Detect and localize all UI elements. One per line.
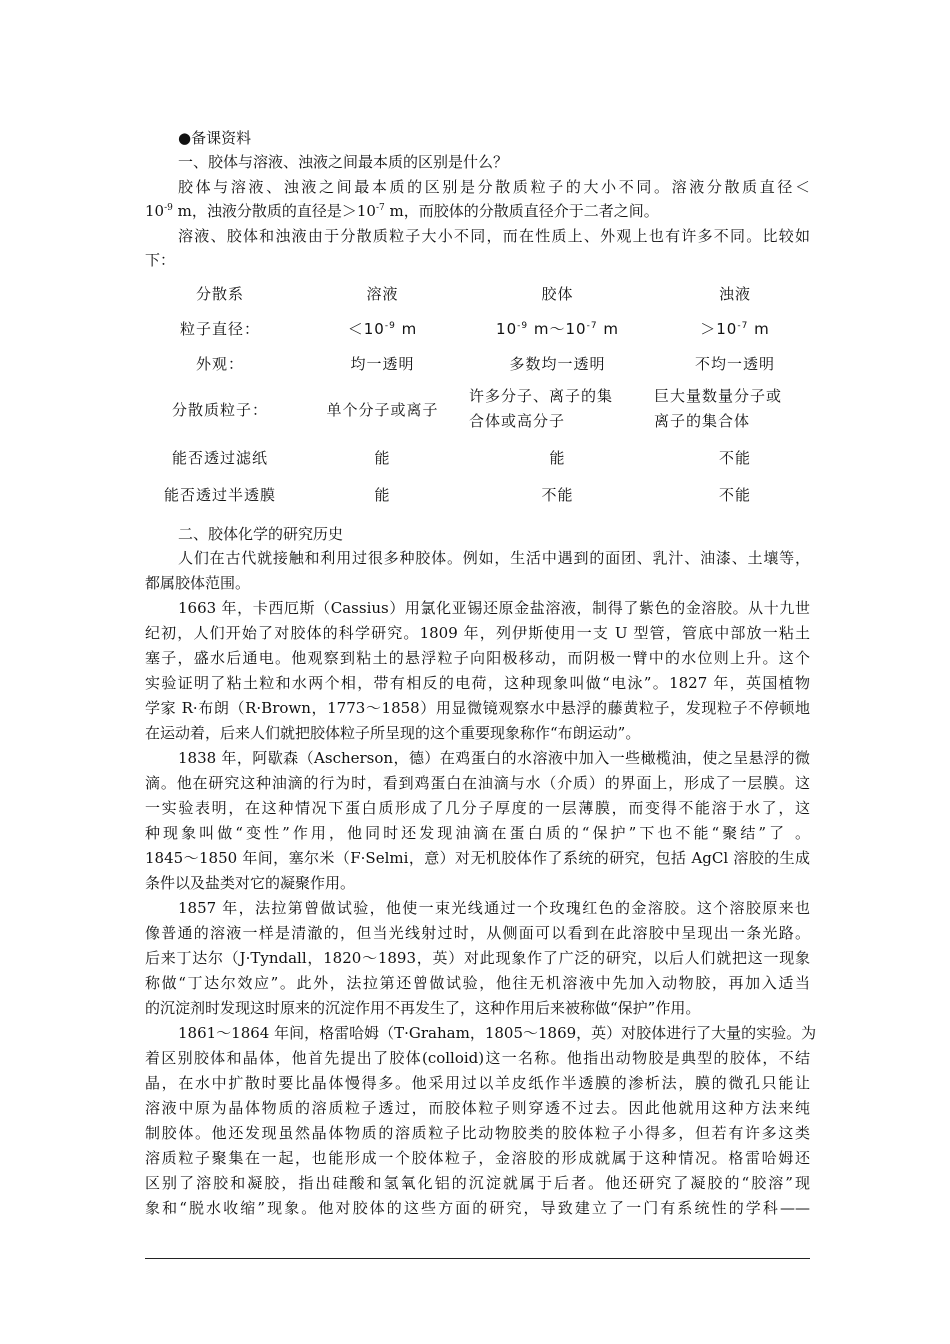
paragraph-line: 1838 年，阿歇森（Ascherson，德）在鸡蛋白的水溶液中加入一些橄榄油，使之呈悬浮的微	[178, 749, 810, 767]
table-cell: 许多分子、离子的集 合体或高分子	[469, 387, 614, 430]
paragraph-line: 着区别胶体和晶体，他首先提出了胶体(colloid)这一名称。他指出动物胶是典型的胶体，不结	[145, 1049, 810, 1067]
paragraph-line: 后来丁达尔（J·Tyndall，1820～1893，英）对此现象作了广泛的研究，以后人们就把这一现象	[145, 949, 810, 967]
paragraph-line: 区别了溶胶和凝胶，指出硅酸和氢氧化铝的沉淀就属于后者。他还研究了凝胶的“胶溶”现	[145, 1174, 810, 1192]
paragraph-line: 制胶体。他还发现虽然晶体物质的溶质粒子比动物胶类的胶体粒子小得多，但若有许多这类	[145, 1124, 810, 1142]
paragraph-line: 溶液中原为晶体物质的溶质粒子透过，而胶体粒子则穿透不过去。因此他就用这种方法来纯	[145, 1099, 810, 1117]
table-cell: 不均一透明	[694, 354, 775, 373]
table-row	[140, 310, 820, 346]
paragraph-line: 象和“脱水收缩”现象。他对胶体的这些方面的研究，导致建立了一门有系统性的学科——	[145, 1199, 810, 1217]
paragraph-line: 的沉淀剂时发现这时原来的沉淀作用不再发生了，这种作用后来被称做“保护”作用。	[145, 999, 701, 1017]
table-row	[140, 346, 820, 380]
table-cell: 均一透明	[350, 354, 415, 373]
paragraph-line: $10^{-9}$ m，浊液分散质的直径是$>10^{-7}$ m，而胶体的分散质直径介于二者之间。	[145, 202, 659, 220]
paragraph-line: 一实验表明，在这种情况下蛋白质形成了几分子厚度的一层薄膜，而变得不能溶于水了，这	[145, 799, 810, 817]
paragraph-line: 称做“丁达尔效应”。此外，法拉第还曾做试验，他往无机溶液中先加入动物胶，再加入适当	[145, 974, 810, 992]
paragraph-line: 胶体与溶液、浊液之间最本质的区别是分散质粒子的大小不同。溶液分散质直径＜	[178, 178, 810, 196]
table-header-row	[140, 276, 820, 310]
paragraph-line: 晶，在水中扩散时要比晶体慢得多。他采用过以羊皮纸作半透膜的渗析法，膜的微孔只能让	[145, 1074, 810, 1092]
paragraph-line: 下：	[145, 251, 176, 269]
paragraph-line: 实验证明了粘土粒和水两个相，带有相反的电荷，这种现象叫做“电泳”。1827 年，英国植物	[145, 674, 810, 692]
paragraph-line: 塞子，盛水后通电。他观察到粘土的悬浮粒子向阳极移动，而阴极一臂中的水位则上升。这个	[145, 649, 810, 667]
paragraph-line: 人们在古代就接触和利用过很多种胶体。例如，生活中遇到的面团、乳汁、油漆、土壤等，	[178, 549, 810, 567]
paragraph-line: 条件以及盐类对它的凝聚作用。	[145, 874, 356, 892]
table-cell: $>10^{-7}$ m	[700, 319, 770, 338]
paragraph-line: 1845～1850 年间，塞尔米（F·Selmi，意）对无机胶体作了系统的研究，包括 AgCl 溶胶的生成	[145, 849, 810, 867]
table-cell: 巨大量数量分子或 离子的集合体	[654, 387, 783, 430]
section-bullet-heading: ●备课资料	[178, 129, 252, 147]
table-header-cell: 分散系	[195, 284, 244, 303]
row-label: 分散质粒子：	[171, 400, 268, 419]
table-row	[140, 438, 820, 476]
table-cell: 能	[549, 448, 566, 467]
table-cell: 不能	[718, 485, 751, 504]
table-row	[140, 476, 820, 512]
section2-title: 二、胶体化学的研究历史	[178, 525, 344, 543]
row-label: 外观：	[195, 354, 244, 373]
table-header-cell: 胶体	[541, 284, 574, 303]
paragraph-line: 1663 年，卡西厄斯（Cassius）用氯化亚锡还原金盐溶液，制得了紫色的金溶胶。从十九世	[178, 599, 810, 617]
paragraph-line: 在运动着，后来人们就把胶体粒子所呈现的这个重要现象称作“布朗运动”。	[145, 724, 641, 742]
table-cell: 能	[374, 485, 391, 504]
paragraph-line: 溶质粒子聚集在一起，也能形成一个胶体粒子，金溶胶的形成就属于这种情况。格雷哈姆还	[145, 1149, 810, 1167]
paragraph-line: 1861～1864 年间，格雷哈姆（T·Graham，1805～1869，英）对胶体进行了大量的实验。为	[178, 1024, 817, 1042]
row-label: 能否透过半透膜	[163, 485, 276, 504]
table-cell: $<10^{-9}$ m	[347, 319, 418, 338]
table-cell: 不能	[718, 448, 751, 467]
paragraph-line: 1857 年，法拉第曾做试验，他使一束光线通过一个玫瑰红色的金溶胶。这个溶胶原来也	[178, 899, 810, 917]
table-cell: 单个分子或离子	[326, 400, 439, 419]
table-cell: 不能	[541, 485, 574, 504]
table-cell: $10^{-9}$ $m\sim 10^{-7}$ m	[496, 319, 619, 338]
table-header-cell: 溶液	[366, 284, 399, 303]
table-cell: 多数均一透明	[509, 354, 606, 373]
paragraph-line: 滴。他在研究这种油滴的行为时，看到鸡蛋白在油滴与水（介质）的界面上，形成了一层膜。这	[145, 774, 810, 792]
paragraph-line: 溶液、胶体和浊液由于分散质粒子大小不同，而在性质上、外观上也有许多不同。比较如	[178, 227, 810, 245]
row-label: 粒子直径：	[179, 319, 260, 338]
comparison-table	[140, 276, 820, 512]
paragraph-line: 像普通的溶液一样是清澈的，但当光线射过时，从侧面可以看到在此溶胶中呈现出一条光路。	[145, 924, 810, 942]
paragraph-line: 纪初，人们开始了对胶体的科学研究。1809 年，列伊斯使用一支 U 型管，管底中部放一粘土	[145, 624, 810, 642]
paragraph-line: 都属胶体范围。	[145, 574, 251, 592]
table-header-cell: 浊液	[718, 284, 751, 303]
table-row	[140, 380, 820, 438]
paragraph-line: 种现象叫做“变性”作用，他同时还发现油滴在蛋白质的“保护”下也不能“聚结”了 。	[145, 824, 810, 842]
row-label: 能否透过滤纸	[171, 448, 268, 467]
footer-divider	[145, 1258, 810, 1259]
section1-title: 一、胶体与溶液、浊液之间最本质的区别是什么？	[178, 153, 509, 171]
paragraph-line: 学家 R·布朗（R·Brown，1773～1858）用显微镜观察水中悬浮的藤黄粒子，发现粒子不停顿地	[145, 699, 810, 717]
table-cell: 能	[374, 448, 391, 467]
